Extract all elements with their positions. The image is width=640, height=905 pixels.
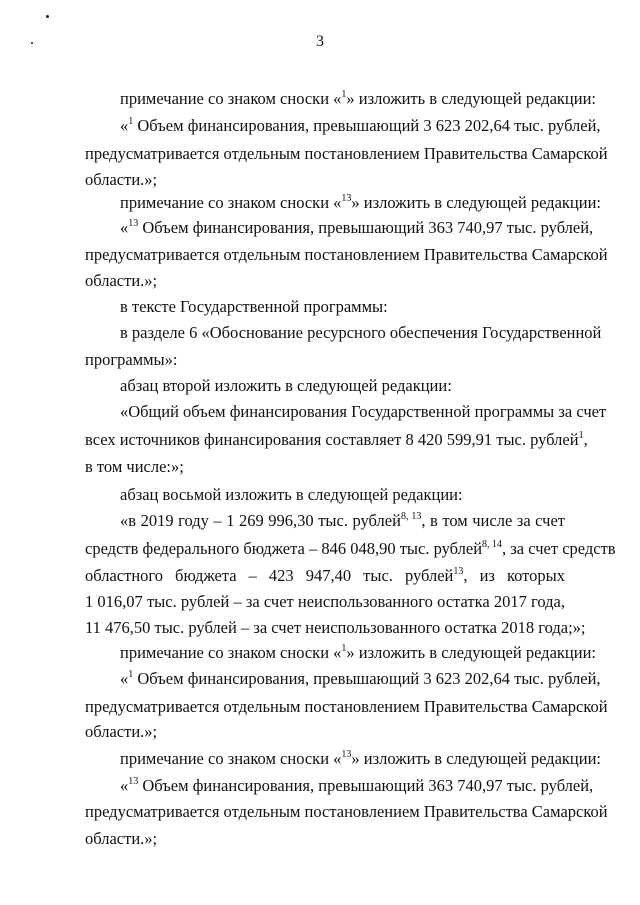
text-run: области.»;	[85, 170, 158, 189]
text-line	[85, 429, 588, 450]
text-run: в тексте Государственной программы:	[120, 297, 388, 316]
text-run: , в том числе за счет	[421, 511, 566, 530]
text-run: абзац второй изложить в следующей редакции:	[120, 376, 452, 395]
text-run: «	[120, 218, 129, 237]
text-run: ,	[583, 430, 588, 449]
text-line	[120, 217, 594, 238]
text-line	[85, 350, 565, 370]
text-run: в разделе 6 «Обоснование ресурсного обеспечения Государственной	[120, 323, 602, 342]
text-run: » изложить в следующей редакции:	[351, 193, 601, 212]
text-line	[120, 511, 565, 531]
text-run: всех источников финансирования составляет 8 420 599,91 тыс. рублей	[85, 430, 579, 449]
text-line	[120, 192, 601, 213]
text-run: примечание со знаком сноски «	[120, 193, 342, 212]
text-line	[85, 618, 586, 638]
text-run: Объем финансирования, превышающий 3 623 202,64 тыс. рублей,	[133, 116, 601, 135]
text-run: » изложить в следующей редакции:	[346, 643, 596, 662]
text-run: » изложить в следующей редакции:	[346, 89, 596, 108]
footnote-ref: 1	[578, 429, 584, 441]
footnote-ref: 13	[128, 775, 139, 787]
text-line	[120, 297, 565, 317]
text-line	[120, 402, 607, 422]
footnote-ref: 13	[128, 217, 139, 229]
text-run: области.»;	[85, 722, 158, 741]
text-line	[85, 722, 565, 742]
scan-speck	[46, 15, 49, 18]
text-line	[85, 802, 608, 822]
text-line	[120, 88, 596, 109]
text-line	[85, 829, 565, 849]
text-run: примечание со знаком сноски «	[120, 749, 342, 768]
text-run: «в 2019 году – 1 269 996,30 тыс. рублей	[120, 511, 401, 530]
text-line	[85, 538, 616, 559]
text-line	[85, 566, 565, 586]
text-run: , из которых	[463, 566, 566, 585]
text-line	[120, 115, 601, 136]
text-run: «	[120, 669, 129, 688]
text-line	[85, 697, 608, 717]
text-line	[120, 775, 594, 796]
text-run: предусматривается отдельным постановлением Правительства Самарской	[85, 697, 608, 716]
text-run: предусматривается отдельным постановлением Правительства Самарской	[85, 144, 608, 163]
text-run: 1 016,07 тыс. рублей – за счет неиспользованного остатка 2017 года,	[85, 592, 565, 611]
text-line	[85, 245, 608, 265]
text-line	[120, 323, 602, 343]
text-line	[85, 592, 565, 612]
text-line	[120, 668, 601, 689]
page-number: 3	[316, 33, 324, 50]
text-run: в том числе:»;	[85, 457, 184, 476]
footnote-ref: 8, 13	[400, 510, 422, 522]
text-run: , за счет средств	[502, 539, 616, 558]
footnote-ref: 13	[453, 565, 464, 577]
text-run: области.»;	[85, 271, 158, 290]
text-line	[120, 642, 596, 663]
text-run: абзац восьмой изложить в следующей редакции:	[120, 485, 463, 504]
text-run: примечание со знаком сноски «	[120, 643, 342, 662]
text-run: предусматривается отдельным постановлением Правительства Самарской	[85, 245, 608, 264]
text-run: средств федерального бюджета – 846 048,90 тыс. рублей	[85, 539, 483, 558]
text-run: областного бюджета – 423 947,40 тыс. рублей	[85, 566, 454, 585]
text-run: «Общий объем финансирования Государственной программы за счет	[120, 402, 607, 421]
text-line	[120, 376, 565, 396]
text-run: «	[120, 776, 129, 795]
text-run: » изложить в следующей редакции:	[351, 749, 601, 768]
text-run: предусматривается отдельным постановлением Правительства Самарской	[85, 802, 608, 821]
text-line	[85, 144, 608, 164]
text-run: «	[120, 116, 129, 135]
text-run: Объем финансирования, превышающий 363 740,97 тыс. рублей,	[138, 218, 594, 237]
footnote-ref: 1	[341, 642, 347, 654]
footnote-ref: 1	[128, 668, 134, 680]
text-line	[120, 485, 565, 505]
text-run: программы»:	[85, 350, 178, 369]
text-line	[85, 170, 565, 190]
text-run: области.»;	[85, 829, 158, 848]
text-line	[85, 457, 565, 477]
text-run: 11 476,50 тыс. рублей – за счет неиспользованного остатка 2018 года;»;	[85, 618, 586, 637]
footnote-ref: 13	[341, 748, 352, 760]
text-run: Объем финансирования, превышающий 363 740,97 тыс. рублей,	[138, 776, 594, 795]
text-run: Объем финансирования, превышающий 3 623 202,64 тыс. рублей,	[133, 669, 601, 688]
footnote-ref: 8, 14	[482, 538, 503, 550]
text-run: примечание со знаком сноски «	[120, 89, 342, 108]
footnote-ref: 1	[341, 88, 347, 100]
text-line	[120, 748, 601, 769]
text-line	[85, 271, 565, 291]
footnote-ref: 1	[128, 115, 134, 127]
footnote-ref: 13	[341, 192, 352, 204]
